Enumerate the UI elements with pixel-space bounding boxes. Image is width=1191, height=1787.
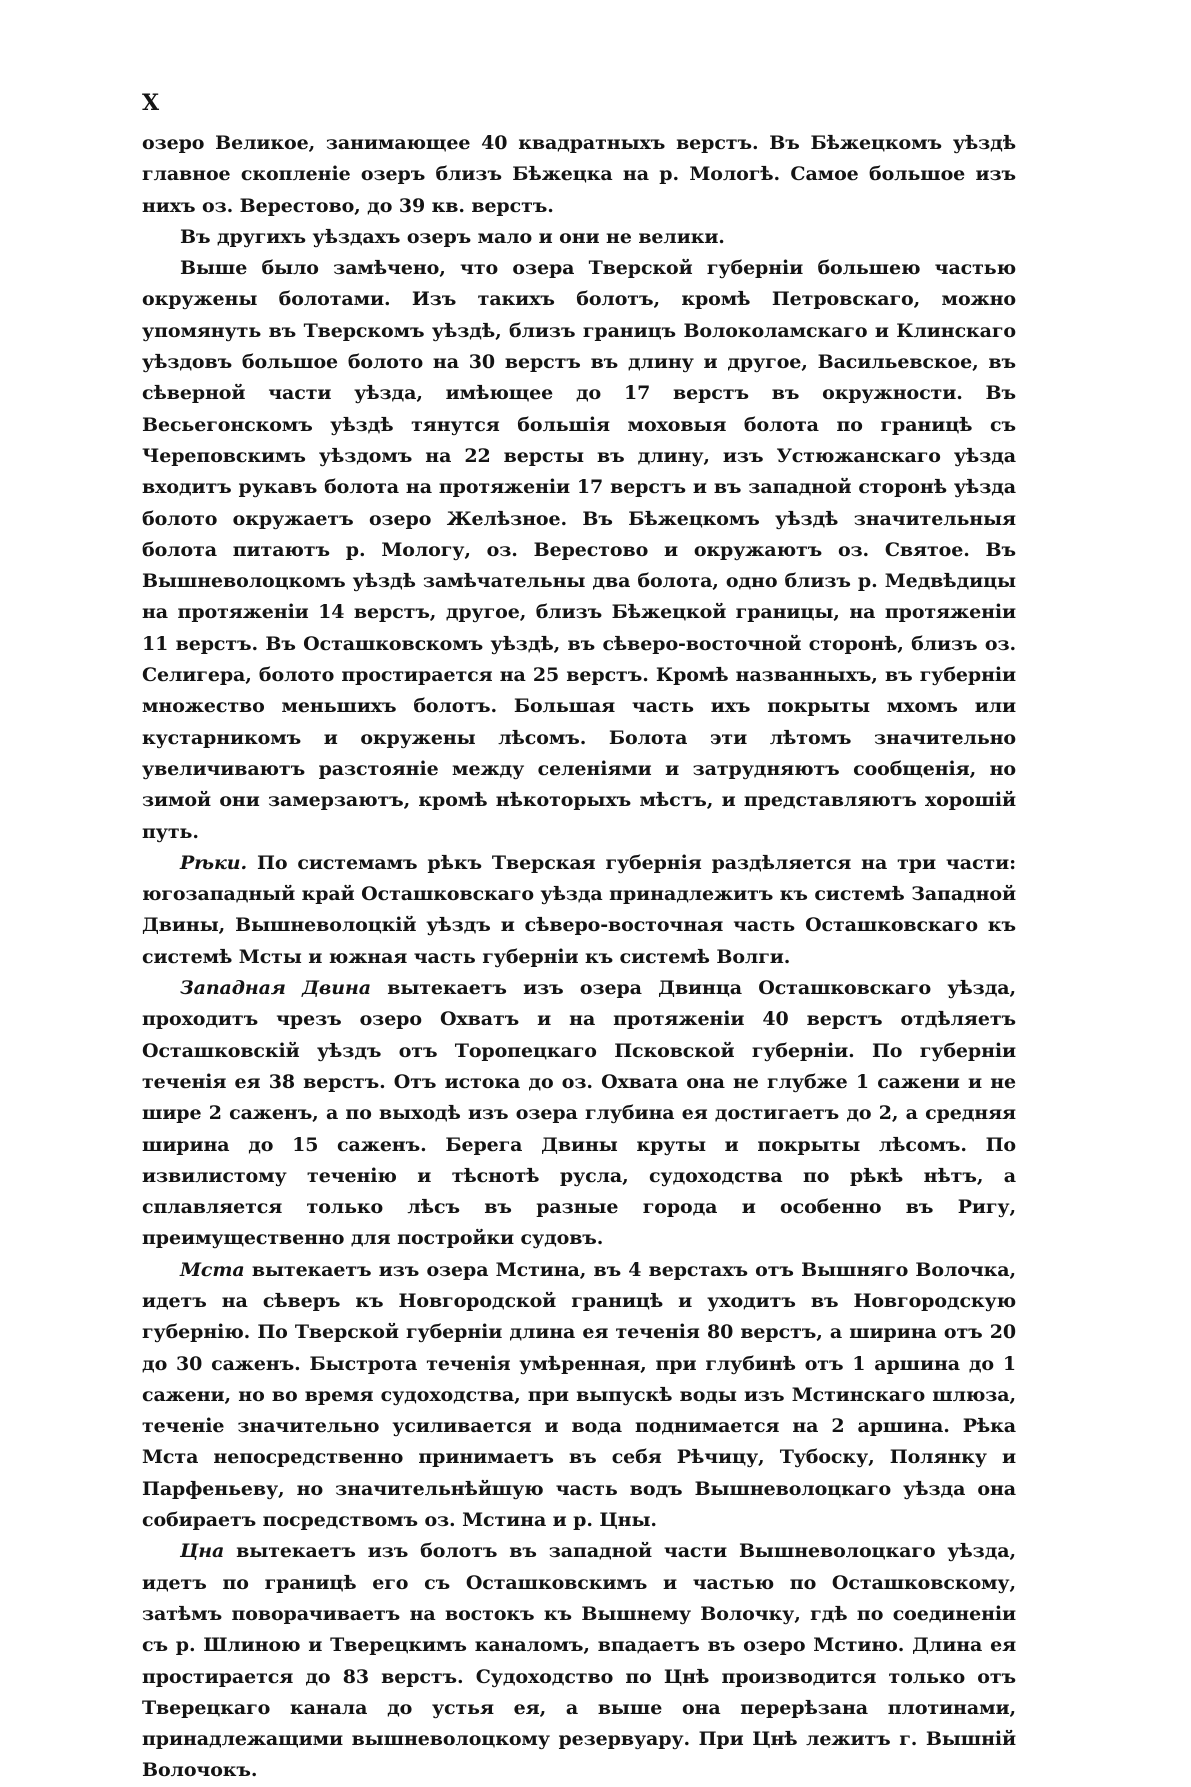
paragraph-heading: Цна [180,1540,225,1563]
paragraph [142,253,1016,848]
paragraph-text: вытекаетъ изъ болотъ въ западной части Вышневолоцкаго уѣзда, идетъ по границѣ его съ Осташковскимъ и частью по Осташковскому, затѣмъ поворачиваетъ на востокъ къ Вышнему Волочку, гдѣ по соединеніи съ р. Шлиною и Тверецкимъ каналомъ, впадаетъ въ озеро Мстино. Длина ея простирается до 83 верстъ. Судоходство по Цнѣ производится только отъ Тверецкаго канала до устья ея, а выше она перерѣзана плотинами, принадлежащими вышневолоцкому резервуару. При Цнѣ лежитъ г. Вышній Волочокъ. [142,1540,1016,1782]
paragraph-heading: Мста [180,1258,245,1281]
paragraph [142,1536,1016,1786]
paragraph-text: Въ другихъ уѣздахъ озеръ мало и они не велики. [180,225,725,248]
body-text [142,128,1016,1787]
page-number: X [142,90,160,116]
paragraph-text: вытекаетъ изъ озера Мстина, въ 4 верстахъ отъ Вышняго Волочка, идетъ на сѣверъ къ Новгородской границѣ и уходитъ въ Новгородскую губернію. По Тверской губерніи длина ея теченія 80 верстъ, а ширина отъ 20 до 30 саженъ. Быстрота теченія умѣренная, при глубинѣ отъ 1 аршина до 1 сажени, но во время судоходства, при выпускѣ воды изъ Мстинскаго шлюза, теченіе значительно усиливается и вода поднимается на 2 аршина. Рѣка Мста непосредственно принимаетъ въ себя Рѣчицу, Тубоску, Полянку и Парфеньеву, но значительнѣйшую часть водъ Вышневолоцкаго уѣзда она собираетъ посредствомъ оз. Мстина и р. Цны. [142,1258,1016,1532]
paragraph-heading: Западная Двина [180,977,371,1000]
paragraph [142,973,1016,1255]
paragraph-text: вытекаетъ изъ озера Двинца Осташковскаго уѣзда, проходитъ чрезъ озеро Охватъ и на протяженіи 40 верстъ отдѣляетъ Осташковскій уѣздъ отъ Торопецкаго Псковской губерніи. По губерніи теченія ея 38 верстъ. Отъ истока до оз. Охвата она не глубже 1 сажени и не шире 2 саженъ, а по выходѣ изъ озера глубина ея достигаетъ до 2, а средняя ширина до 15 саженъ. Берега Двины круты и покрыты лѣсомъ. По извилистому теченію и тѣснотѣ русла, судоходства по рѣкѣ нѣтъ, а сплавляется только лѣсъ въ разные города и особенно въ Ригу, преимущественно для постройки судовъ. [142,977,1016,1250]
paragraph [142,128,1016,222]
paragraph [142,222,1016,253]
paragraph-text: Выше было замѣчено, что озера Тверской губерніи большею частью окружены болотами. Изъ такихъ болотъ, кромѣ Петровскаго, можно упомянуть въ Тверскомъ уѣздѣ, близъ границъ Волоколамскаго и Клинскаго уѣздовъ большое болото на 30 верстъ въ длину и другое, Васильевское, въ сѣверной части уѣзда, имѣющее до 17 верстъ въ окружности. Въ Весьегонскомъ уѣздѣ тянутся большія моховыя болота по границѣ съ Череповскимъ уѣздомъ на 22 версты въ длину, изъ Устюжанскаго уѣзда входитъ рукавъ болота на протяженіи 17 верстъ и въ западной сторонѣ уѣзда болото окружаетъ озеро Желѣзное. Въ Бѣжецкомъ уѣздѣ значительныя болота питаютъ р. Мологу, оз. Верестово и окружаютъ оз. Святое. Въ Вышневолоцкомъ уѣздѣ замѣчательны два болота, одно близъ р. Медвѣдицы на протяженіи 14 верстъ, другое, близъ Бѣжецкой границы, на протяженіи 11 верстъ. Въ Осташковскомъ уѣздѣ, въ сѣверо-восточной сторонѣ, близъ оз. Селигера, болото простирается на 25 верстъ. Кромѣ названныхъ, въ губерніи множество меньшихъ болотъ. Большая часть ихъ покрыты мхомъ или кустарникомъ и окружены лѣсомъ. Болота эти лѣтомъ значительно увеличиваютъ разстояніе между селеніями и затрудняютъ сообщенія, но зимой они замерзаютъ, кромѣ нѣкоторыхъ мѣстъ, и представляютъ хорошій путь. [142,257,1016,843]
paragraph-text: По системамъ рѣкъ Тверская губернія раздѣляется на три части: югозападный край Осташковскаго уѣзда принадлежитъ къ системѣ Западной Двины, Вышневолоцкій уѣздъ и сѣверо-восточная часть Осташковскаго къ системѣ Мсты и южная часть губерніи къ системѣ Волги. [142,851,1016,968]
paragraph [142,848,1016,973]
paragraph-text: озеро Великое, занимающее 40 квадратныхъ верстъ. Въ Бѣжецкомъ уѣздѣ главное скопленіе озеръ близъ Бѣжецка на р. Мологѣ. Самое большое изъ нихъ оз. Верестово, до 39 кв. верстъ. [142,132,1016,217]
paragraph-heading: Рѣки. [180,851,248,874]
paragraph [142,1255,1016,1537]
